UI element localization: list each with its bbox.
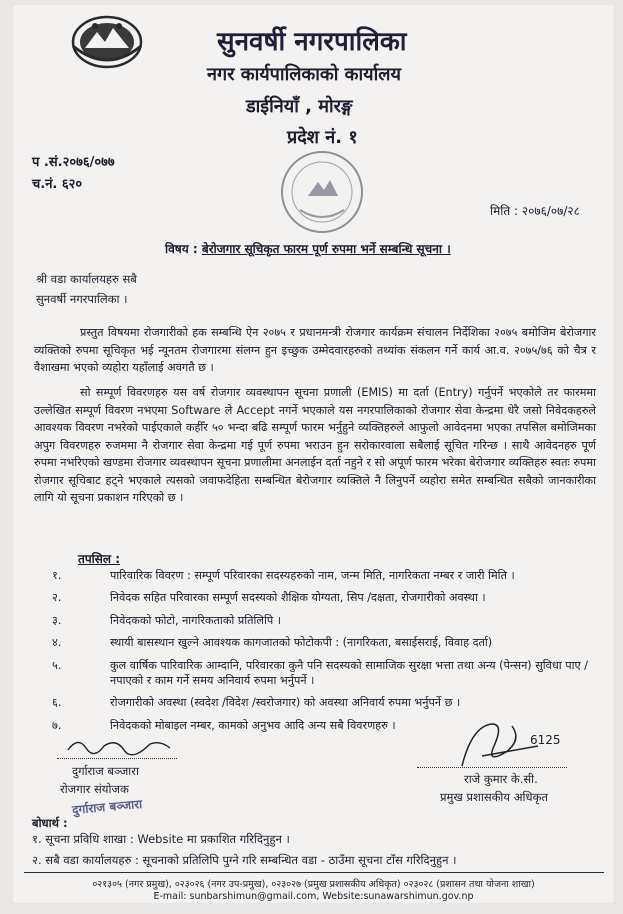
- left-signatory-name: दुर्गाराज बञ्जारा: [72, 764, 139, 778]
- item-number: ६.: [52, 696, 62, 710]
- office-stamp-icon: [274, 144, 370, 240]
- item-number: ७.: [52, 718, 62, 732]
- copies-label: बोधार्थ :: [32, 816, 68, 830]
- org-name: सुनवर्षी नगरपालिका: [217, 27, 407, 57]
- item-text: निवेदक सहित परिवारका सम्पूर्ण सदस्यको शैक्षिक योग्यता, सिप /दक्षता, रोजगारीको अवस्था ।: [110, 591, 486, 605]
- subject-prefix: विषय :: [165, 242, 198, 256]
- addressee-line-1: श्री वडा कार्यालयहरु सबै: [36, 272, 137, 286]
- footer-phones: ०२१३०५ (नगर प्रमुख), ०२३०२६ (नगर उप-प्रमुख), ०२३०२७ (प्रमुख प्रशासकीय अधिकृत) ०२३०२८ (प्रशासन तथा योजना शाखा): [92, 879, 535, 890]
- item-number: ४.: [52, 636, 62, 650]
- item-text: कुल वार्षिक पारिवारिक आम्दानि, परिवारका कुनै पनि सदस्यको सामाजिक सुरक्षा भत्ता तथा अन्य (पेन्सन) सुविधा पाए / नपाएको र काम गर्ने समय अनिवार्य रुपमा भर्नुपर्ने ।: [110, 658, 588, 688]
- details-list: [52, 568, 612, 740]
- nepal-emblem-icon: [67, 12, 147, 70]
- copy-item-2: २. सबै वडा कार्यालयहरु : सूचनाको प्रतिलिपि पुग्ने गरि सम्बन्धित वडा - ठाउँमा सूचना टाँस गरिदिनुहुन ।: [32, 853, 457, 867]
- item-number: २.: [52, 591, 62, 605]
- item-number: १.: [52, 569, 62, 582]
- right-signature-line: [417, 767, 567, 768]
- left-signature-line: [57, 758, 177, 759]
- list-item: [52, 658, 612, 689]
- item-text: निवेदकको मोबाइल नम्बर, कामको अनुभव आदि अन्य सबै विवरणहरु ।: [110, 718, 396, 732]
- item-text: रोजगारीको अवस्था (स्वदेश /विदेश /स्वरोजगार) को अवस्था अनिवार्य रुपमा भर्नुपर्ने छ ।: [110, 696, 461, 710]
- list-item: [52, 635, 612, 650]
- item-text: पारिवारिक विवरण : सम्पूर्ण परिवारका सदस्यहरुको नाम, जन्म मिति, नागरिकता नम्बर र जारी मिति ।: [110, 569, 515, 582]
- left-signatory-stamp: दुर्गाराज बञ्जारा: [71, 796, 143, 818]
- footer-divider: [24, 872, 604, 873]
- province-name: प्रदेश नं. १: [287, 127, 358, 148]
- list-item: [52, 568, 612, 583]
- subject-line: [165, 240, 451, 257]
- copy-item-1: १. सूचना प्रविधि शाखा : Website मा प्रकाशित गरिदिनुहुन ।: [32, 832, 290, 846]
- details-heading: तपसिल :: [78, 552, 120, 566]
- item-number: ३.: [52, 613, 62, 627]
- addressee-line-2: सुनवर्षी नगरपालिका ।: [36, 292, 128, 306]
- document-page: [12, 4, 615, 904]
- footer-contact: E-mail: sunbarshimun@gmail.com, Website:sunawarshimun.gov.np: [153, 891, 474, 902]
- body-paragraph-2: सो सम्पूर्ण विवरणहरु यस वर्ष रोजगार व्यवस्थापन सूचना प्रणाली (EMIS) मा दर्ता (Entry) गर्नुपर्ने भएकोले तर फारममा उल्लेखित सम्पूर्ण विवरण नभएमा Software ले Accept नगर्ने भएकाले यस नगरपालिकाको रोजगार सेवा केन्द्रमा धेरै जसो निवेदकहरुले आवश्यक विवरण नभरेको पाईएकाले कहीँर ५० भन्दा बढि सम्पूर्ण फारम भर्नुहुने व्यक्तिहरुले आफुलो आवेदनमा भएका तपसिल बमोजिमका अपुग विवरणहरु रुजममा नै रोजगार सेवा केन्द्रमा गई पूर्ण रुपमा भराउन हुन सरोकारवाला सबैलाई सूचित गरिन्छ । साथै आवेदनहरु पूर्ण रुपमा नभरिएको खण्डमा रोजगार व्यवस्थापन सूचना प्रणालीमा अनलाईन दर्ता नहुने र सो अपूर्ण फारम भरेका बेरोजगार व्यक्तिहरु स्वतः रुपमा रोजगार सूचिबाट हट्ने भएकाले त्यसको जवाफदेहिता सम्बन्धित बेरोजगार व्यक्तिले नै लिनुपर्ने व्यहोरा समेत सम्बन्धित सबैको जानकारीका लागि यो सूचना प्रकाशन गरिएको छ ।: [34, 386, 596, 504]
- office-location: डाईनियाँ , मोरङ्ग: [246, 96, 353, 117]
- list-item: [52, 695, 612, 710]
- right-signatory-title: प्रमुख प्रशासकीय अधिकृत: [440, 790, 548, 804]
- list-item: [52, 613, 612, 628]
- item-number: ५.: [52, 658, 62, 672]
- list-item: [52, 590, 612, 605]
- letter-date: मिति : २०७६/०७/२८: [490, 204, 580, 218]
- subject-text: बेरोजगार सूचिकृत फारम पूर्ण रुपमा भर्ने सम्बन्धि सूचना ।: [201, 242, 451, 256]
- right-signatory-name: राजे कुमार के.सी.: [464, 772, 538, 786]
- office-name: नगर कार्यपालिकाको कार्यालय: [207, 64, 401, 85]
- left-signature-icon: [64, 732, 174, 758]
- left-signatory-title: रोजगार संयोजक: [60, 782, 129, 796]
- signature-mark: 6125: [530, 733, 561, 747]
- right-signature-icon: [442, 716, 572, 772]
- item-text: स्थायी बासस्थान खुल्ने आवश्यक कागजातको फोटोकपी : (नागरिकता, बसाईसराई, विवाह दर्ता): [110, 636, 493, 650]
- body-paragraph-1: प्रस्तुत विषयमा रोजगारीको हक सम्बन्धि ऐन २०७५ र प्रधानमन्त्री रोजगार कार्यक्रम संचालन निर्देशिका २०७५ बमोजिम बेरोजगार व्यक्तिको रुपमा सूचिकृत भई न्यूनतम रोजगारमा संलग्न हुन इच्छुक उम्मेदवारहरुको तथ्यांक संकलन गर्ने कार्य आ.व. २०७५/७६ को चैत्र र वैशाखमा भएको व्यहोरा यहाँलाई अवगतै छ ।: [34, 326, 596, 374]
- item-text: निवेदकको फोटो, नागरिकताको प्रतिलिपि ।: [110, 613, 282, 627]
- fiscal-year-ref: प .सं.२०७६/०७७: [32, 155, 115, 170]
- dispatch-number: च.नं. ६२०: [32, 177, 83, 192]
